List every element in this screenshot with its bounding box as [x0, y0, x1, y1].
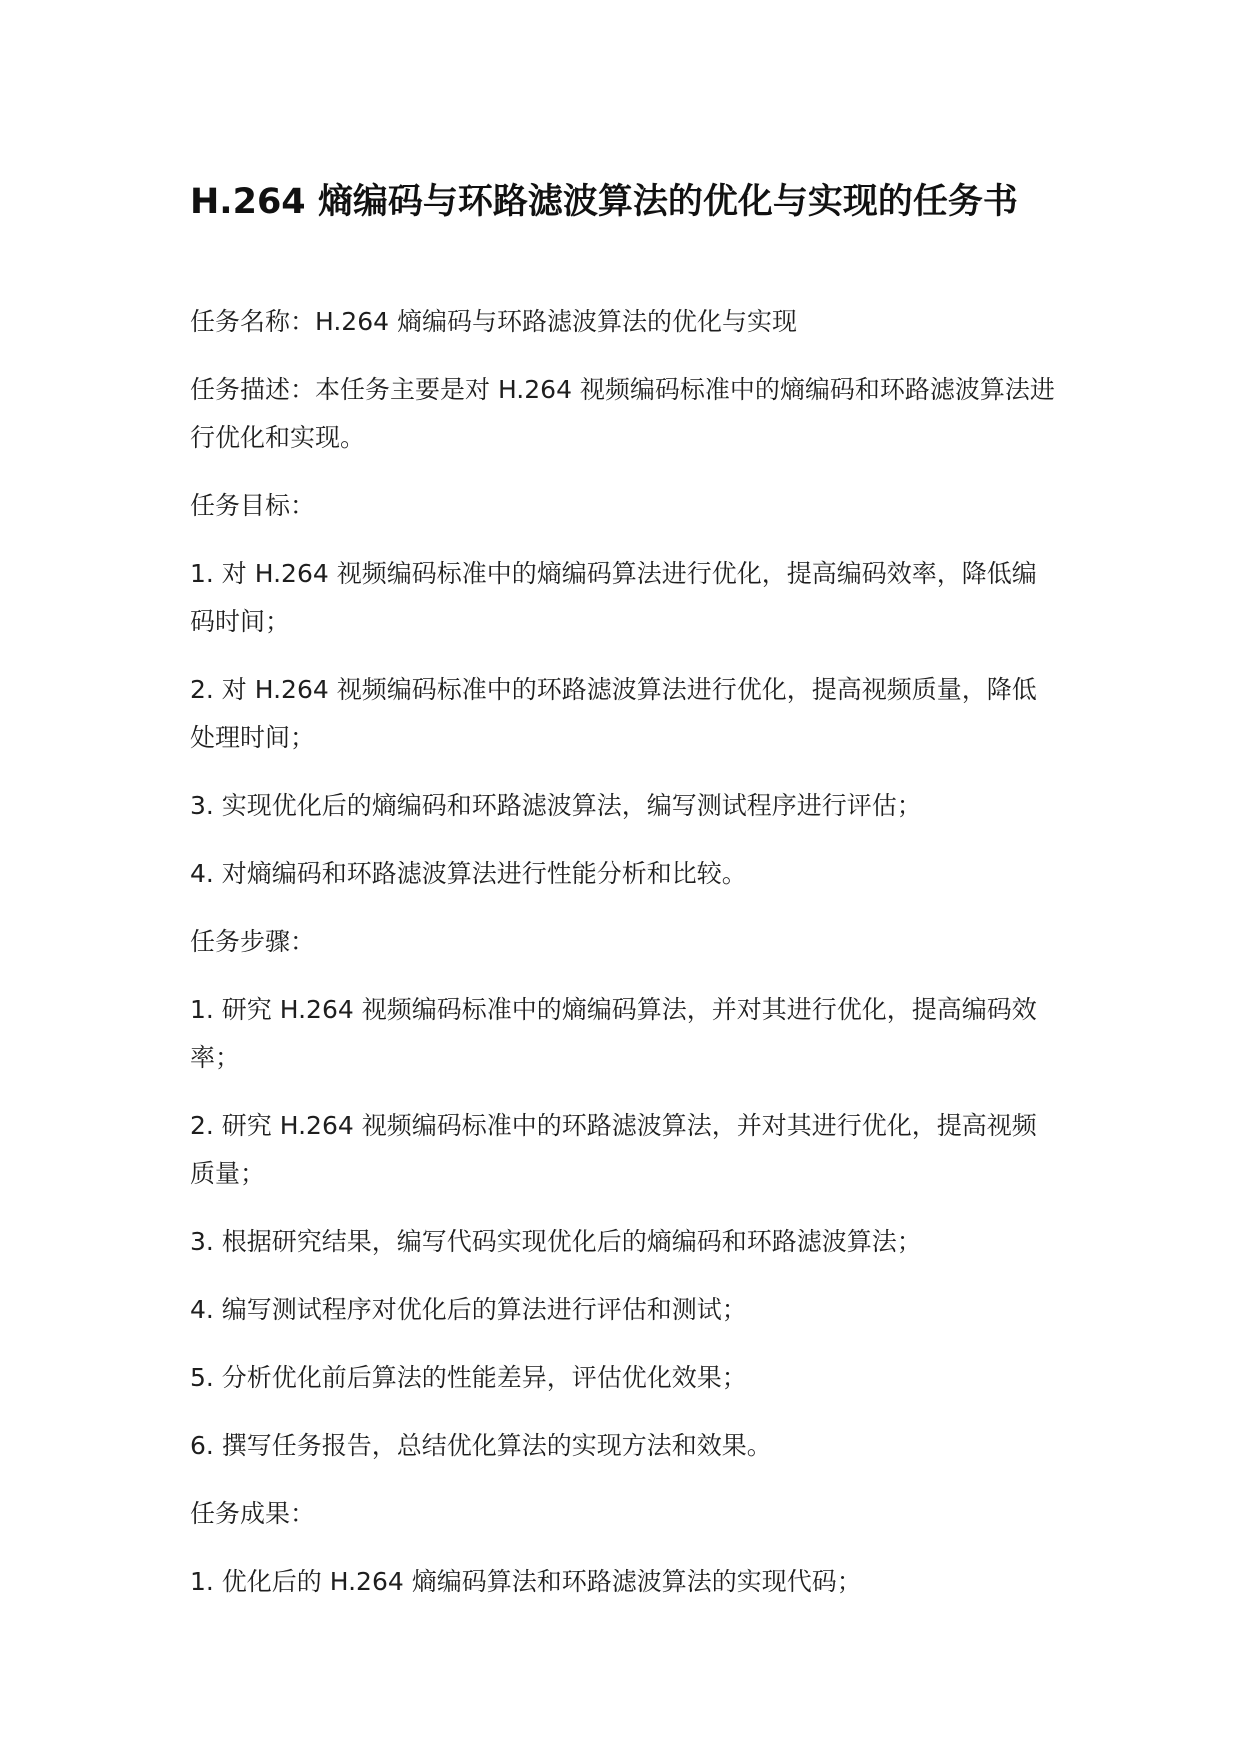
step-item-6: 6. 撰写任务报告，总结优化算法的实现方法和效果。	[190, 1431, 772, 1460]
paragraph-task-description: 任务描述：本任务主要是对 H.264 视频编码标准中的熵编码和环路滤波算法进行优化和实现。	[190, 375, 1055, 452]
goal-item-3: 3. 实现优化后的熵编码和环路滤波算法，编写测试程序进行评估；	[190, 791, 922, 820]
heading-task-goals: 任务目标：	[190, 491, 316, 520]
document-body	[190, 298, 1061, 1606]
goal-item-4: 4. 对熵编码和环路滤波算法进行性能分析和比较。	[190, 859, 747, 888]
step-item-4: 4. 编写测试程序对优化后的算法进行评估和测试；	[190, 1295, 747, 1324]
heading-task-results: 任务成果：	[190, 1499, 316, 1528]
paragraph-task-name: 任务名称：H.264 熵编码与环路滤波算法的优化与实现	[190, 307, 797, 336]
step-item-1: 1. 研究 H.264 视频编码标准中的熵编码算法，并对其进行优化，提高编码效率；	[190, 995, 1037, 1072]
step-item-2: 2. 研究 H.264 视频编码标准中的环路滤波算法，并对其进行优化，提高视频质量；	[190, 1111, 1037, 1188]
step-item-5: 5. 分析优化前后算法的性能差异，评估优化效果；	[190, 1363, 747, 1392]
goal-item-2: 2. 对 H.264 视频编码标准中的环路滤波算法进行优化，提高视频质量，降低处理时间；	[190, 675, 1037, 752]
document-title: H.264 熵编码与环路滤波算法的优化与实现的任务书	[190, 182, 1018, 222]
heading-task-steps: 任务步骤：	[190, 927, 316, 956]
goal-item-1: 1. 对 H.264 视频编码标准中的熵编码算法进行优化，提高编码效率，降低编码时间；	[190, 559, 1037, 636]
step-item-3: 3. 根据研究结果，编写代码实现优化后的熵编码和环路滤波算法；	[190, 1227, 922, 1256]
result-item-1: 1. 优化后的 H.264 熵编码算法和环路滤波算法的实现代码；	[190, 1567, 862, 1596]
